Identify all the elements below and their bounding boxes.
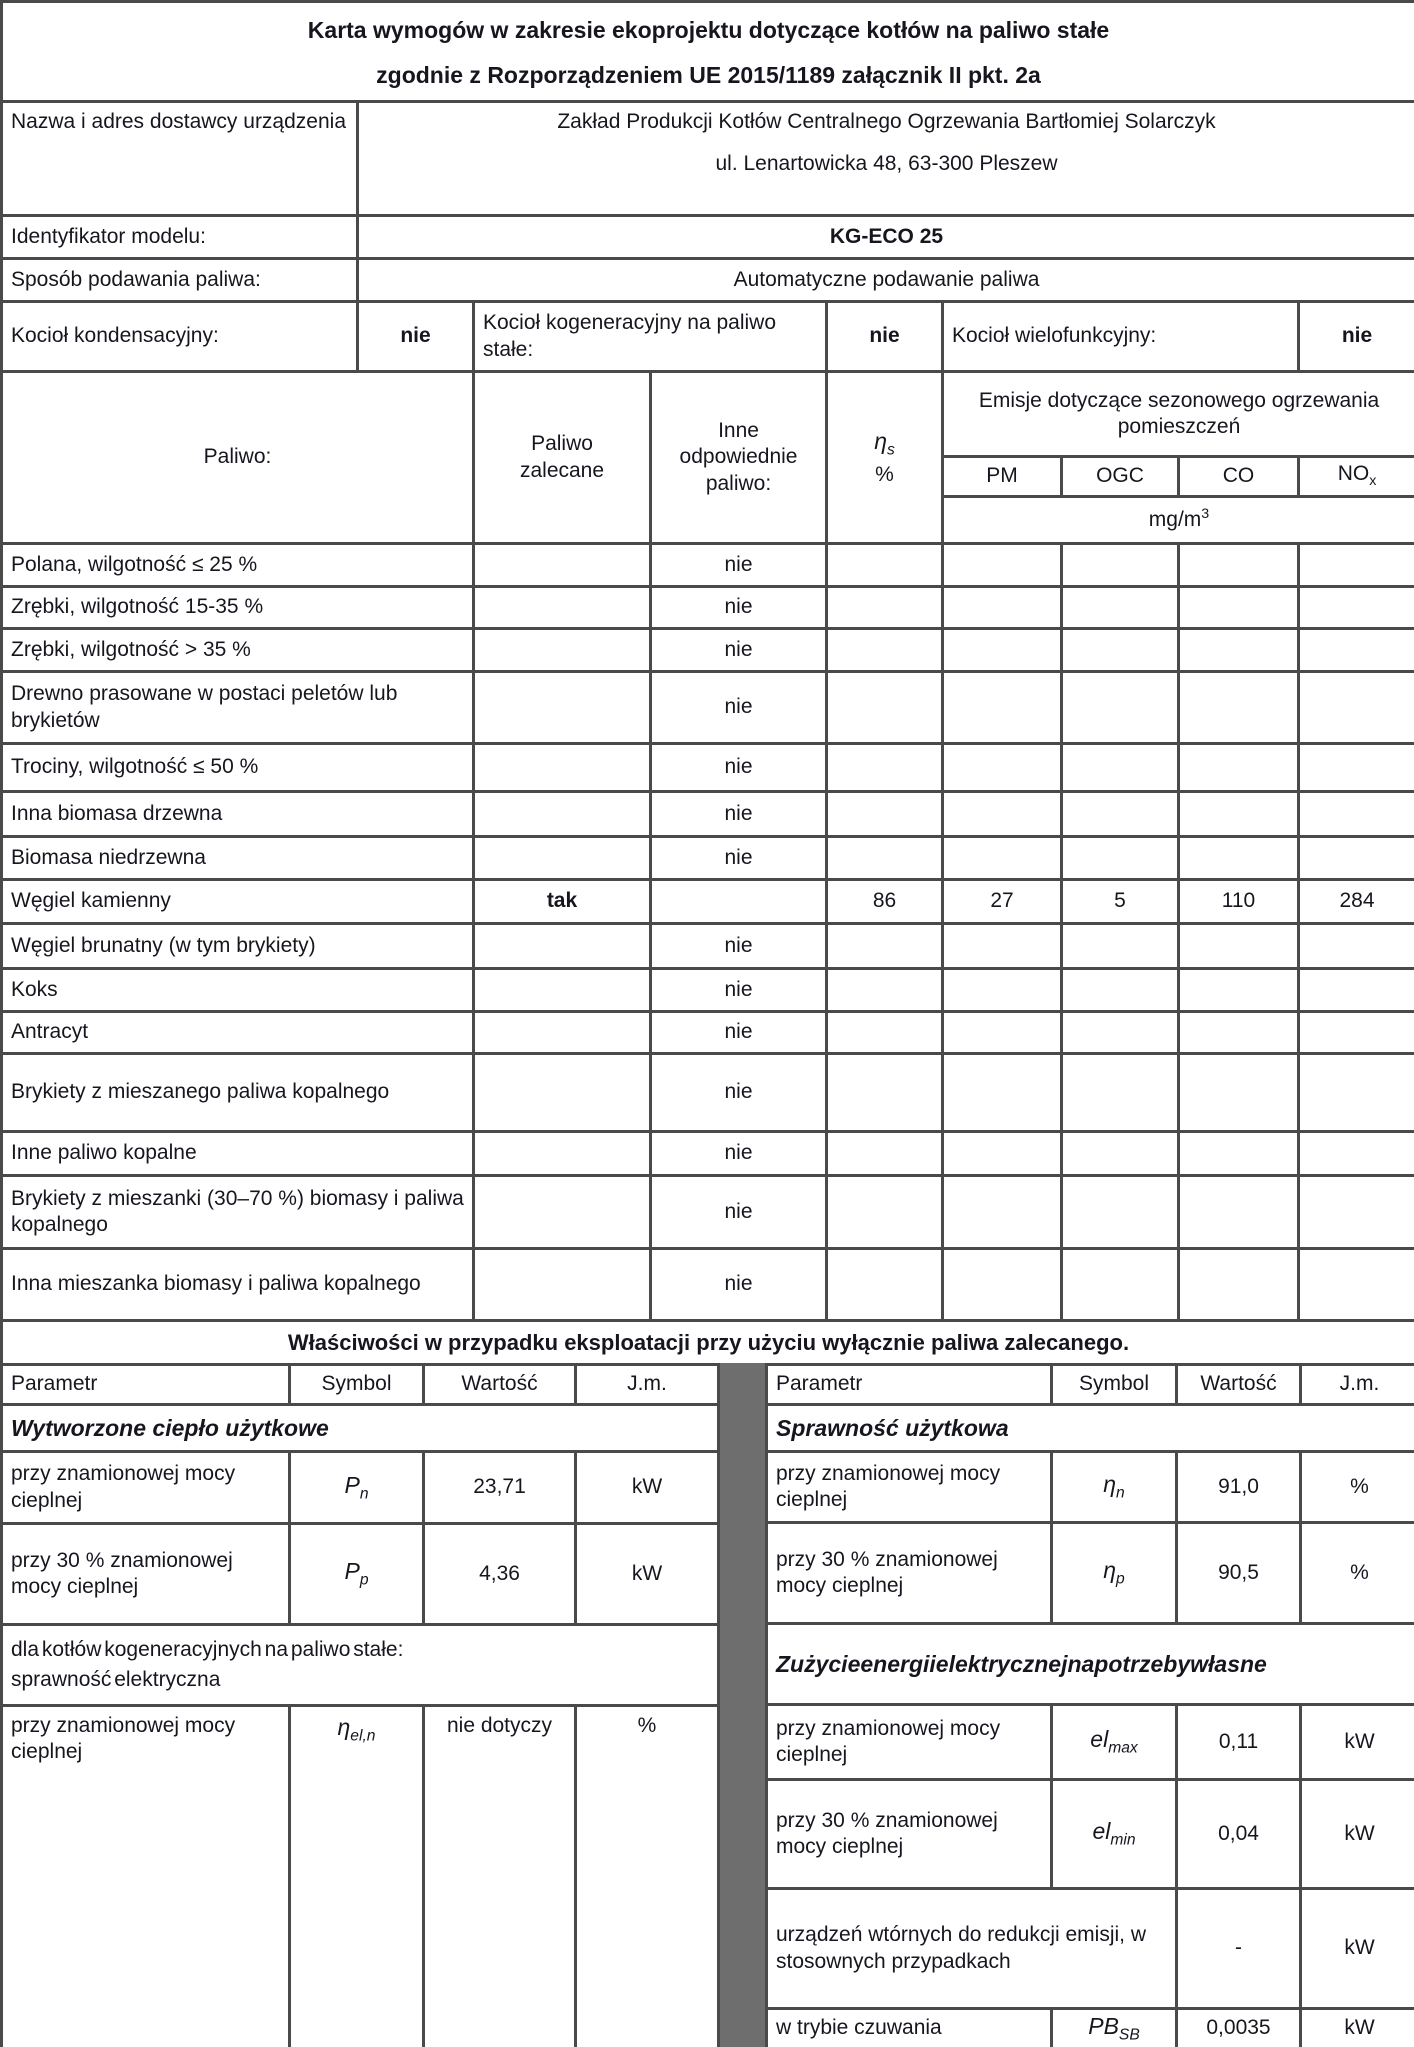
- other-fuel-cell: nie: [651, 837, 827, 880]
- symbol-column-header: Symbol: [290, 1365, 424, 1405]
- identification-table: [0, 100, 1414, 303]
- seasonal-efficiency-cell: 86: [827, 880, 943, 924]
- fuel-column-header: Paliwo:: [2, 372, 474, 544]
- param-unit: kW: [576, 1523, 719, 1624]
- param-unit: kW: [1301, 1889, 1414, 2009]
- pm-cell: [943, 837, 1062, 880]
- recommended-fuel-cell: [474, 1132, 651, 1176]
- nox-column-header: $NO_x$: [1299, 457, 1414, 497]
- boiler-type-table: [0, 300, 1414, 373]
- co-cell: [1179, 587, 1299, 629]
- heat-output-section-title: Wytworzone ciepło użytkowe: [2, 1405, 719, 1452]
- other-fuel-cell: nie: [651, 1054, 827, 1132]
- pm-cell: [943, 744, 1062, 792]
- other-fuel-cell: nie: [651, 924, 827, 969]
- fuel-row: [2, 1012, 1414, 1054]
- nox-cell: [1299, 672, 1414, 744]
- param-column-header: Parametr: [2, 1365, 290, 1405]
- recommended-fuel-cell: [474, 792, 651, 837]
- seasonal-efficiency-cell: [827, 1054, 943, 1132]
- param-row-standby: [767, 2009, 1414, 2047]
- param-label: przy 30 % znamionowej mocy cieplnej: [2, 1523, 290, 1624]
- param-label: przy 30 % znamionowej mocy cieplnej: [767, 1780, 1052, 1889]
- unit-column-header: J.m.: [576, 1365, 719, 1405]
- condensing-boiler-value: nie: [358, 302, 474, 372]
- model-value: KG-ECO 25: [358, 216, 1414, 259]
- recommended-fuel-cell: [474, 924, 651, 969]
- fuel-row: [2, 792, 1414, 837]
- model-label: Identyfikator modelu:: [2, 216, 358, 259]
- fuel-row: [2, 837, 1414, 880]
- seasonal-efficiency-cell: [827, 544, 943, 587]
- seasonal-efficiency-cell: [827, 837, 943, 880]
- nox-cell: [1299, 1176, 1414, 1249]
- nox-cell: [1299, 1054, 1414, 1132]
- param-value: 91,0: [1177, 1452, 1301, 1523]
- fuel-feeding-value: Automatyczne podawanie paliwa: [358, 259, 1414, 302]
- seasonal-efficiency-cell: [827, 1012, 943, 1054]
- recommended-fuel-column-header: Paliwo zalecane: [474, 372, 651, 544]
- recommended-fuel-cell: [474, 629, 651, 672]
- pm-cell: [943, 629, 1062, 672]
- nox-cell: [1299, 924, 1414, 969]
- param-label: przy znamionowej mocy cieplnej: [2, 1452, 290, 1523]
- nox-cell: [1299, 1012, 1414, 1054]
- title-table: [0, 0, 1414, 103]
- fuel-name-cell: Polana, wilgotność ≤ 25 %: [2, 544, 474, 587]
- fuel-row-hard-coal: [2, 880, 1414, 924]
- param-value: nie dotyczy: [424, 1705, 576, 2047]
- fuel-name-cell: Antracyt: [2, 1012, 474, 1054]
- ogc-cell: [1062, 969, 1179, 1012]
- co-cell: [1179, 1012, 1299, 1054]
- fuel-name-cell: Brykiety z mieszanki (30–70 %) biomasy i paliwa kopalnego: [2, 1176, 474, 1249]
- pm-cell: 27: [943, 880, 1062, 924]
- ogc-cell: [1062, 837, 1179, 880]
- recommended-fuel-cell: [474, 672, 651, 744]
- pm-cell: [943, 1012, 1062, 1054]
- recommended-fuel-cell: [474, 587, 651, 629]
- param-symbol: $P_p$: [290, 1523, 424, 1624]
- nox-cell: [1299, 969, 1414, 1012]
- ogc-cell: [1062, 672, 1179, 744]
- document-title: [2, 2, 1414, 102]
- seasonal-efficiency-cell: [827, 744, 943, 792]
- fuel-row: [2, 629, 1414, 672]
- recommended-fuel-cell: [474, 837, 651, 880]
- fuel-name-cell: Biomasa niedrzewna: [2, 837, 474, 880]
- cogeneration-boiler-value: nie: [827, 302, 943, 372]
- param-label: przy znamionowej mocy cieplnej: [767, 1452, 1052, 1523]
- seasonal-efficiency-cell: [827, 1132, 943, 1176]
- param-symbol: $\eta_{el,n}$: [290, 1705, 424, 2047]
- nox-cell: [1299, 1249, 1414, 1321]
- param-symbol: $\eta_n$: [1052, 1452, 1177, 1523]
- power-consumption-section-title: Zużycieenergiielektrycznejnapotrzebywłasne: [767, 1624, 1414, 1705]
- other-fuel-cell: [651, 880, 827, 924]
- pm-cell: [943, 587, 1062, 629]
- efficiency-section-title: Sprawność użytkowa: [767, 1405, 1414, 1452]
- fuel-row: [2, 1054, 1414, 1132]
- cogeneration-section-row: [2, 1625, 719, 1705]
- param-label: przy znamionowej mocy cieplnej: [2, 1705, 290, 2047]
- seasonal-efficiency-cell: [827, 792, 943, 837]
- co-cell: [1179, 629, 1299, 672]
- supplier-value: [358, 102, 1414, 216]
- co-cell: [1179, 1132, 1299, 1176]
- eta-s-unit: %: [875, 462, 894, 486]
- param-symbol: $PB_{SB}$: [1052, 2009, 1177, 2047]
- param-row-elmax: [767, 1705, 1414, 1780]
- recommended-fuel-cell: [474, 1249, 651, 1321]
- param-value: 0,04: [1177, 1780, 1301, 1889]
- recommended-fuel-cell: [474, 1054, 651, 1132]
- recommended-fuel-cell: [474, 969, 651, 1012]
- param-row-electrical-efficiency: [2, 1705, 719, 2047]
- recommended-fuel-cell: [474, 1012, 651, 1054]
- ogc-cell: [1062, 1132, 1179, 1176]
- param-unit: kW: [1301, 1780, 1414, 1889]
- other-fuel-cell: nie: [651, 544, 827, 587]
- fuel-row: [2, 969, 1414, 1012]
- ogc-cell: [1062, 924, 1179, 969]
- fuel-name-cell: Trociny, wilgotność ≤ 50 %: [2, 744, 474, 792]
- other-fuel-cell: nie: [651, 672, 827, 744]
- pm-cell: [943, 1054, 1062, 1132]
- ogc-cell: [1062, 1176, 1179, 1249]
- param-row-nominal-power: [2, 1452, 719, 1523]
- fuel-table-header-row: [2, 372, 1414, 457]
- seasonal-efficiency-cell: [827, 924, 943, 969]
- properties-header-table: [0, 1319, 1414, 1366]
- param-row-partial-power: [2, 1523, 719, 1624]
- ogc-cell: 5: [1062, 880, 1179, 924]
- pm-cell: [943, 1249, 1062, 1321]
- co-cell: 110: [1179, 880, 1299, 924]
- fuel-feeding-row: [2, 259, 1414, 302]
- param-row-auxiliary-equipment: [767, 1889, 1414, 2009]
- value-column-header: Wartość: [424, 1365, 576, 1405]
- ogc-cell: [1062, 1012, 1179, 1054]
- param-label: przy znamionowej mocy cieplnej: [767, 1705, 1052, 1780]
- pm-column-header: PM: [943, 457, 1062, 497]
- document-title-line2: zgodnie z Rozporządzeniem UE 2015/1189 załącznik II pkt. 2a: [376, 61, 1041, 88]
- efficiency-section-row: [767, 1405, 1414, 1452]
- pm-cell: [943, 924, 1062, 969]
- fuel-name-cell: Inna mieszanka biomasy i paliwa kopalnego: [2, 1249, 474, 1321]
- co-cell: [1179, 672, 1299, 744]
- param-value: 90,5: [1177, 1523, 1301, 1624]
- fuel-name-cell: Węgiel brunatny (w tym brykiety): [2, 924, 474, 969]
- multifunction-boiler-label: Kocioł wielofunkcyjny:: [943, 302, 1299, 372]
- ogc-cell: [1062, 1054, 1179, 1132]
- param-unit: %: [1301, 1523, 1414, 1624]
- nox-cell: [1299, 792, 1414, 837]
- other-fuel-column-header: Inne odpowiednie paliwo:: [651, 372, 827, 544]
- supplier-name: Zakład Produkcji Kotłów Centralnego Ogrzewania Bartłomiej Solarczyk: [557, 110, 1216, 133]
- param-label: w trybie czuwania: [767, 2009, 1052, 2047]
- seasonal-efficiency-column-header: [827, 372, 943, 544]
- nox-cell: [1299, 587, 1414, 629]
- param-value: 0,11: [1177, 1705, 1301, 1780]
- heat-output-section-row: [2, 1405, 719, 1452]
- fuel-row: [2, 672, 1414, 744]
- fuel-row: [2, 544, 1414, 587]
- other-fuel-cell: nie: [651, 629, 827, 672]
- param-symbol: $el_{max}$: [1052, 1705, 1177, 1780]
- fuel-name-cell: Brykiety z mieszanego paliwa kopalnego: [2, 1054, 474, 1132]
- co-cell: [1179, 744, 1299, 792]
- value-column-header: Wartość: [1177, 1365, 1301, 1405]
- seasonal-efficiency-cell: [827, 969, 943, 1012]
- ogc-cell: [1062, 1249, 1179, 1321]
- recommended-fuel-cell: [474, 1176, 651, 1249]
- param-unit: kW: [1301, 2009, 1414, 2047]
- properties-section-title: Właściwości w przypadku eksploatacji przy użyciu wyłącznie paliwa zalecanego.: [2, 1321, 1414, 1365]
- pm-cell: [943, 1132, 1062, 1176]
- fuel-name-cell: Zrębki, wilgotność > 35 %: [2, 629, 474, 672]
- nox-cell: [1299, 744, 1414, 792]
- seasonal-efficiency-cell: [827, 629, 943, 672]
- ogc-cell: [1062, 744, 1179, 792]
- param-label: urządzeń wtórnych do redukcji emisji, w stosownych przypadkach: [767, 1889, 1177, 2009]
- boiler-type-row: [2, 302, 1414, 372]
- other-fuel-cell: nie: [651, 969, 827, 1012]
- heat-output-table: [0, 1363, 720, 2047]
- fuel-row: [2, 1249, 1414, 1321]
- emissions-header: Emisje dotyczące sezonowego ogrzewania pomieszczeń: [943, 372, 1414, 457]
- ogc-column-header: OGC: [1062, 457, 1179, 497]
- other-fuel-cell: nie: [651, 792, 827, 837]
- fuel-row: [2, 587, 1414, 629]
- fuel-name-cell: Inna biomasa drzewna: [2, 792, 474, 837]
- param-row-nominal-efficiency: [767, 1452, 1414, 1523]
- param-unit: %: [576, 1705, 719, 2047]
- fuel-row: [2, 1176, 1414, 1249]
- seasonal-efficiency-cell: [827, 672, 943, 744]
- param-symbol: $el_{min}$: [1052, 1780, 1177, 1889]
- multifunction-boiler-value: nie: [1299, 302, 1414, 372]
- eta-s-symbol: $\eta_s$: [874, 427, 895, 459]
- recommended-fuel-cell: tak: [474, 880, 651, 924]
- pm-cell: [943, 969, 1062, 1012]
- nox-cell: 284: [1299, 880, 1414, 924]
- other-fuel-cell: nie: [651, 744, 827, 792]
- cogeneration-boiler-label: Kocioł kogeneracyjny na paliwo stałe:: [474, 302, 827, 372]
- nox-cell: [1299, 837, 1414, 880]
- nox-cell: [1299, 544, 1414, 587]
- efficiency-table: [765, 1363, 1414, 2047]
- seasonal-efficiency-cell: [827, 1176, 943, 1249]
- co-cell: [1179, 1249, 1299, 1321]
- other-fuel-cell: nie: [651, 1249, 827, 1321]
- co-cell: [1179, 1176, 1299, 1249]
- right-table-header-row: [767, 1365, 1414, 1405]
- other-fuel-cell: nie: [651, 587, 827, 629]
- fuel-name-cell: Zrębki, wilgotność 15-35 %: [2, 587, 474, 629]
- condensing-boiler-label: Kocioł kondensacyjny:: [2, 302, 358, 372]
- supplier-address: ul. Lenartowicka 48, 63-300 Pleszew: [715, 152, 1058, 176]
- param-symbol: $P_n$: [290, 1452, 424, 1523]
- param-value: 23,71: [424, 1452, 576, 1523]
- other-fuel-cell: nie: [651, 1176, 827, 1249]
- other-fuel-cell: nie: [651, 1132, 827, 1176]
- fuel-table: [0, 370, 1414, 1322]
- pm-cell: [943, 672, 1062, 744]
- document-title-line1: Karta wymogów w zakresie ekoprojektu dotyczące kotłów na paliwo stałe: [307, 16, 1110, 43]
- param-value: -: [1177, 1889, 1301, 2009]
- ogc-cell: [1062, 544, 1179, 587]
- parameters-section: [0, 1363, 1414, 2047]
- nox-cell: [1299, 629, 1414, 672]
- supplier-label: Nazwa i adres dostawcy urządzenia: [2, 102, 358, 216]
- param-column-header: Parametr: [767, 1365, 1052, 1405]
- other-fuel-cell: nie: [651, 1012, 827, 1054]
- ogc-cell: [1062, 629, 1179, 672]
- param-row-partial-efficiency: [767, 1523, 1414, 1624]
- fuel-row: [2, 924, 1414, 969]
- symbol-column-header: Symbol: [1052, 1365, 1177, 1405]
- fuel-name-cell: Węgiel kamienny: [2, 880, 474, 924]
- ogc-cell: [1062, 587, 1179, 629]
- co-column-header: CO: [1179, 457, 1299, 497]
- param-row-elmin: [767, 1780, 1414, 1889]
- fuel-name-cell: Inne paliwo kopalne: [2, 1132, 474, 1176]
- co-cell: [1179, 837, 1299, 880]
- co-cell: [1179, 792, 1299, 837]
- nox-cell: [1299, 1132, 1414, 1176]
- recommended-fuel-cell: [474, 544, 651, 587]
- fuel-feeding-label: Sposób podawania paliwa:: [2, 259, 358, 302]
- param-value: 4,36: [424, 1523, 576, 1624]
- co-cell: [1179, 544, 1299, 587]
- pm-cell: [943, 544, 1062, 587]
- co-cell: [1179, 969, 1299, 1012]
- recommended-fuel-cell: [474, 744, 651, 792]
- fuel-row: [2, 1132, 1414, 1176]
- param-symbol: $\eta_p$: [1052, 1523, 1177, 1624]
- co-cell: [1179, 1054, 1299, 1132]
- fuel-name-cell: Koks: [2, 969, 474, 1012]
- power-consumption-section-row: [767, 1624, 1414, 1705]
- seasonal-efficiency-cell: [827, 1249, 943, 1321]
- co-cell: [1179, 924, 1299, 969]
- param-label: przy 30 % znamionowej mocy cieplnej: [767, 1523, 1052, 1624]
- param-unit: %: [1301, 1452, 1414, 1523]
- pm-cell: [943, 792, 1062, 837]
- pm-cell: [943, 1176, 1062, 1249]
- table-divider-bar: [720, 1363, 765, 2047]
- emissions-unit: $mg/m^3$: [943, 497, 1414, 544]
- fuel-name-cell: Drewno prasowane w postaci peletów lub brykietów: [2, 672, 474, 744]
- ogc-cell: [1062, 792, 1179, 837]
- param-unit: kW: [576, 1452, 719, 1523]
- supplier-row: [2, 102, 1414, 216]
- param-value: 0,0035: [1177, 2009, 1301, 2047]
- left-table-header-row: [2, 1365, 719, 1405]
- seasonal-efficiency-cell: [827, 587, 943, 629]
- model-row: [2, 216, 1414, 259]
- cogeneration-section-title: dla kotłów kogeneracyjnych na paliwo stałe: sprawność elektryczna: [2, 1625, 719, 1705]
- unit-column-header: J.m.: [1301, 1365, 1414, 1405]
- fuel-row: [2, 744, 1414, 792]
- param-unit: kW: [1301, 1705, 1414, 1780]
